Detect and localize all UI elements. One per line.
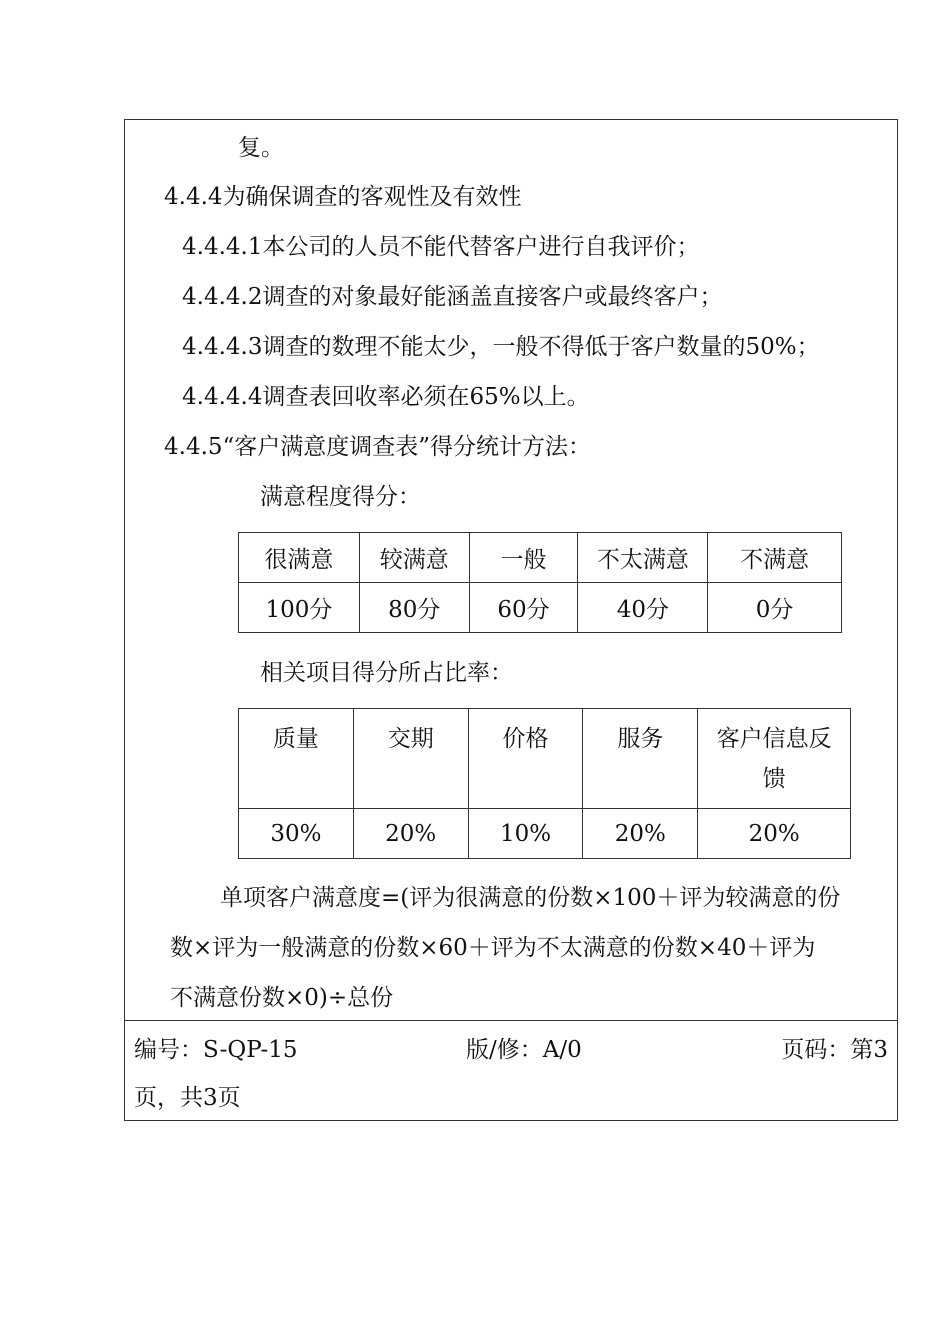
table-header-cell: 不太满意 <box>578 533 708 583</box>
score-table-caption: 满意程度得分： <box>260 484 421 510</box>
formula-line-1: 单项客户满意度=(评为很满意的份数×100＋评为较满意的份 <box>220 885 841 911</box>
table-cell: 30% <box>239 809 354 859</box>
table-row <box>239 709 851 809</box>
clause-4-4-4-3: 4.4.4.3调查的数理不能太少，一般不得低于客户数量的50%； <box>182 334 820 360</box>
continued-text: 复。 <box>238 135 284 161</box>
table-cell: 40分 <box>578 583 708 633</box>
section-4-4-5-heading: 4.4.5“客户满意度调查表”得分统计方法： <box>164 434 592 460</box>
table-cell: 20% <box>583 809 698 859</box>
table-header-cell: 很满意 <box>239 533 360 583</box>
table-header-cell: 一般 <box>469 533 578 583</box>
table-header-cell: 不满意 <box>708 533 842 583</box>
footer-divider <box>124 1020 898 1021</box>
table-row <box>239 809 851 859</box>
satisfaction-score-table <box>238 532 842 633</box>
document-version: 版/修：A/0 <box>466 1037 582 1063</box>
table-row <box>239 583 842 633</box>
page-number: 页码：第3 <box>781 1037 888 1063</box>
table-cell: 20% <box>353 809 468 859</box>
document-code: 编号：S-QP-15 <box>134 1037 298 1063</box>
table-header-cell: 价格 <box>468 709 583 809</box>
table-row <box>239 533 842 583</box>
document-footer <box>134 1035 888 1065</box>
formula-line-2: 数×评为一般满意的份数×60＋评为不太满意的份数×40＋评为 <box>170 935 816 961</box>
table-cell: 80分 <box>359 583 469 633</box>
clause-4-4-4-4: 4.4.4.4调查表回收率必须在65%以上。 <box>182 384 590 410</box>
table-cell: 20% <box>698 809 851 859</box>
table-header-cell: 客户信息反馈 <box>698 709 851 809</box>
formula-line-3: 不满意份数×0)÷总份 <box>170 985 394 1011</box>
table-header-cell: 较满意 <box>359 533 469 583</box>
table-cell: 100分 <box>239 583 360 633</box>
section-4-4-4-heading: 4.4.4为确保调查的客观性及有效性 <box>164 184 522 210</box>
table-header-cell: 质量 <box>239 709 354 809</box>
table-cell: 60分 <box>469 583 578 633</box>
clause-4-4-4-1: 4.4.4.1本公司的人员不能代替客户进行自我评价； <box>182 234 700 260</box>
table-header-cell: 服务 <box>583 709 698 809</box>
clause-4-4-4-2: 4.4.4.2调查的对象最好能涵盖直接客户或最终客户； <box>182 284 723 310</box>
table-cell: 10% <box>468 809 583 859</box>
page-count: 页，共3页 <box>134 1085 241 1111</box>
table-cell: 0分 <box>708 583 842 633</box>
table-header-cell: 交期 <box>353 709 468 809</box>
item-weight-table <box>238 708 851 859</box>
weight-table-caption: 相关项目得分所占比率： <box>260 660 513 686</box>
